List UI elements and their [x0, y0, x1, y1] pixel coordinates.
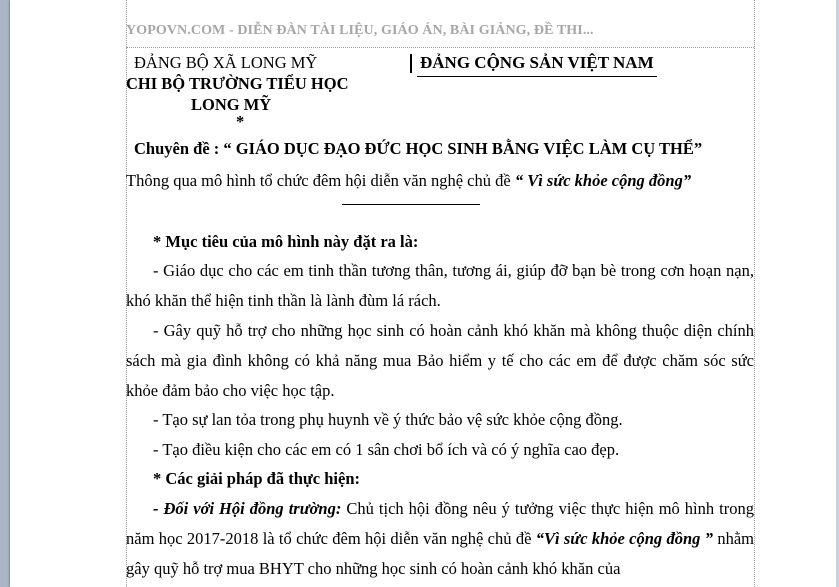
- goal-item: - Tạo sự lan tỏa trong phụ huynh về ý thức bảo vệ sức khỏe cộng đồng.: [153, 410, 623, 429]
- goal-item: - Giáo dục cho các em tinh thần tương thân, tương ái, giúp đỡ bạn bè trong cơn hoạn nạn, khó khăn thể hiện tinh thần là lành đùm lá rách.: [126, 261, 754, 310]
- solution-label: - Đối với Hội đồng trường:: [153, 499, 342, 518]
- party-cell: CHI BỘ TRƯỜNG TIỂU HỌC: [126, 74, 349, 93]
- text-cursor: [410, 54, 412, 73]
- intro-text: Thông qua mô hình tổ chức đêm hội diễn văn nghệ chủ đề: [126, 171, 515, 190]
- party-title: ĐẢNG CỘNG SẢN VIỆT NAM: [420, 53, 654, 72]
- solution-text-continued: nhằm gây quỹ hỗ trợ mua BHYT cho những học sinh có hoàn cảnh khó khăn của: [126, 529, 754, 578]
- star-mark: *: [236, 112, 245, 131]
- solutions-heading: * Các giải pháp đã thực hiện:: [153, 469, 361, 488]
- header-margin-guide: [126, 47, 754, 48]
- goal-item: - Gây quỹ hỗ trợ cho những học sinh có hoàn cảnh khó khăn mà không thuộc diện chính sách mà gia đình không có khả năng mua Bảo hiểm y tế cho các em để được chăm sóc sức khỏe đảm bảo cho việc học tập.: [126, 321, 754, 400]
- party-committee: ĐẢNG BỘ XÃ LONG MỸ: [134, 53, 318, 72]
- watermark-header: YOPOVN.COM - DIỄN ĐÀN TÀI LIỆU, GIÁO ÁN, BÀI GIẢNG, ĐỀ THI...: [126, 23, 594, 38]
- school-name: LONG MỸ: [191, 95, 272, 114]
- topic-title: Chuyên đề : “ GIÁO DỤC ĐẠO ĐỨC HỌC SINH BẰNG VIỆC LÀM CỤ THỂ”: [134, 139, 703, 158]
- organization-header: [126, 52, 411, 129]
- right-margin-guide: [754, 0, 755, 587]
- goal-item: - Tạo điều kiện cho các em có 1 sân chơi bổ ích và có ý nghĩa cao đẹp.: [153, 440, 620, 459]
- solution-emphasis: “Vì sức khỏe cộng đồng ”: [535, 529, 713, 548]
- intro-emphasis: “ Vì sức khỏe cộng đồng”: [514, 171, 692, 190]
- goals-heading: * Mục tiêu của mô hình này đặt ra là:: [153, 232, 419, 251]
- intro-line: [126, 171, 691, 191]
- solution-paragraph: [126, 494, 754, 584]
- separator-line: [342, 204, 480, 205]
- solution-text: Chủ tịch hội đồng nêu ý tưởng việc thực hiện mô hình trong năm học 2017-2018 là tổ chức đêm hội diễn văn nghệ chủ đề: [126, 499, 754, 548]
- document-page: [10, 0, 839, 587]
- party-title-underline: [417, 76, 657, 77]
